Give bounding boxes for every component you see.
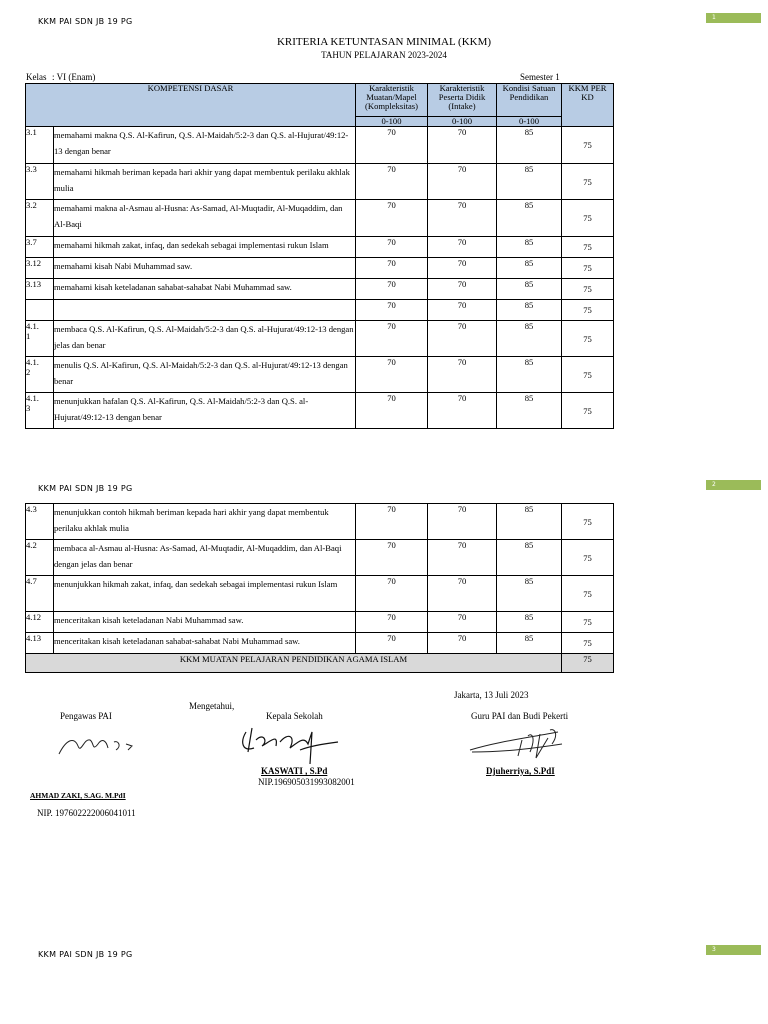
- table-row: [26, 164, 614, 200]
- intake-value: 70: [428, 393, 497, 429]
- table-row: [26, 279, 614, 300]
- kompleksitas-value: 70: [356, 576, 428, 612]
- kd-description: menunjukkan hafalan Q.S. Al-Kafirun, Q.S. Al-Maidah/5:2-3 dan Q.S. al-Hujurat/49:12-13 dengan benar: [54, 393, 356, 429]
- school-header: KKM PAI SDN JB 19 PG: [38, 17, 133, 26]
- kd-code: 4.3: [26, 504, 54, 540]
- kompleksitas-value: 70: [356, 321, 428, 357]
- table-row: [26, 300, 614, 321]
- kkm-mapel-value: 75: [562, 654, 614, 673]
- intake-value: 70: [428, 258, 497, 279]
- kkm-per-kd-value: 75: [562, 321, 614, 357]
- guru-title: Guru PAI dan Budi Pekerti: [471, 711, 569, 721]
- kondisi-value: 85: [497, 127, 562, 164]
- intake-value: 70: [428, 237, 497, 258]
- kkm-per-kd-value: 75: [562, 300, 614, 321]
- kompleksitas-value: 70: [356, 612, 428, 633]
- guru-name: Djuherriya, S.PdI: [486, 766, 555, 776]
- header-kondisi-satuan: Kondisi Satuan Pendidikan: [497, 84, 562, 117]
- intake-value: 70: [428, 540, 497, 576]
- kd-description: memahami kisah Nabi Muhammad saw.: [54, 258, 356, 279]
- table-row: [26, 576, 614, 612]
- table-row: [26, 321, 614, 357]
- table-row: [26, 612, 614, 633]
- kd-code: 3.13: [26, 279, 54, 300]
- kd-description: membaca al-Asmau al-Husna: As-Samad, Al-Muqtadir, Al-Muqaddim, dan Al-Baqi dengan jelas dan benar: [54, 540, 356, 576]
- kd-description: memahami hikmah beriman kepada hari akhir yang dapat membentuk perilaku akhlak mulia: [54, 164, 356, 200]
- kondisi-value: 85: [497, 540, 562, 576]
- kondisi-value: 85: [497, 164, 562, 200]
- kkm-per-kd-value: 75: [562, 612, 614, 633]
- kd-code: 4.1. 3: [26, 393, 54, 429]
- kepsek-title: Kepala Sekolah: [266, 711, 323, 721]
- table-row: [26, 200, 614, 237]
- kondisi-value: 85: [497, 258, 562, 279]
- header-kompleksitas: Karakteristik Muatan/Mapel (Kompleksitas): [356, 84, 428, 117]
- mengetahui-label: Mengetahui,: [189, 701, 235, 711]
- intake-value: 70: [428, 612, 497, 633]
- school-header: KKM PAI SDN JB 19 PG: [38, 950, 133, 959]
- kondisi-value: 85: [497, 633, 562, 654]
- kd-description: memahami makna Q.S. Al-Kafirun, Q.S. Al-Maidah/5:2-3 dan Q.S. al-Hujurat/49:12-13 dengan benar: [54, 127, 356, 164]
- school-header: KKM PAI SDN JB 19 PG: [38, 484, 133, 493]
- kd-code: 4.7: [26, 576, 54, 612]
- intake-value: 70: [428, 279, 497, 300]
- table-row: [26, 504, 614, 540]
- kompleksitas-value: 70: [356, 237, 428, 258]
- table-row: [26, 357, 614, 393]
- semester-label: Semester 1: [520, 72, 560, 82]
- kkm-table-1: [25, 83, 614, 429]
- kkm-per-kd-value: 75: [562, 200, 614, 237]
- kondisi-value: 85: [497, 237, 562, 258]
- kelas-value: : VI (Enam): [52, 72, 96, 82]
- intake-value: 70: [428, 300, 497, 321]
- school-year: TAHUN PELAJARAN 2023-2024: [321, 50, 447, 60]
- kompleksitas-value: 70: [356, 279, 428, 300]
- kkm-per-kd-value: 75: [562, 357, 614, 393]
- kd-description: menulis Q.S. Al-Kafirun, Q.S. Al-Maidah/5:2-3 dan Q.S. al-Hujurat/49:12-13 dengan benar: [54, 357, 356, 393]
- table-row: [26, 393, 614, 429]
- header-intake: Karakteristik Peserta Didik (Intake): [428, 84, 497, 117]
- kondisi-value: 85: [497, 200, 562, 237]
- kondisi-value: 85: [497, 393, 562, 429]
- pengawas-nip: NIP. 197602222006041011: [37, 808, 136, 818]
- document-title: KRITERIA KETUNTASAN MINIMAL (KKM): [276, 36, 492, 48]
- kondisi-value: 85: [497, 300, 562, 321]
- kkm-per-kd-value: 75: [562, 258, 614, 279]
- kd-code: 4.1. 2: [26, 357, 54, 393]
- kondisi-value: 85: [497, 321, 562, 357]
- kd-description: [54, 300, 356, 321]
- kd-code: 4.1. 1: [26, 321, 54, 357]
- intake-value: 70: [428, 164, 497, 200]
- kd-code: 4.13: [26, 633, 54, 654]
- kondisi-value: 85: [497, 612, 562, 633]
- intake-value: 70: [428, 357, 497, 393]
- kompleksitas-value: 70: [356, 393, 428, 429]
- kepsek-name: KASWATI , S.Pd: [261, 766, 328, 776]
- kd-code: 3.3: [26, 164, 54, 200]
- kd-description: memahami makna al-Asmau al-Husna: As-Samad, Al-Muqtadir, Al-Muqaddim, dan Al-Baqi: [54, 200, 356, 237]
- kkm-per-kd-value: 75: [562, 576, 614, 612]
- kd-code: 3.7: [26, 237, 54, 258]
- kompleksitas-value: 70: [356, 200, 428, 237]
- kd-description: membaca Q.S. Al-Kafirun, Q.S. Al-Maidah/5:2-3 dan Q.S. al-Hujurat/49:12-13 dengan jelas dan benar: [54, 321, 356, 357]
- page-number-tag: 1: [706, 13, 761, 23]
- table-row: [26, 633, 614, 654]
- kompleksitas-value: 70: [356, 127, 428, 164]
- kd-code: 4.12: [26, 612, 54, 633]
- kkm-per-kd-value: 75: [562, 504, 614, 540]
- intake-value: 70: [428, 633, 497, 654]
- kd-code: [26, 300, 54, 321]
- kondisi-value: 85: [497, 576, 562, 612]
- kkm-per-kd-value: 75: [562, 237, 614, 258]
- kd-description: menunjukkan hikmah zakat, infaq, dan sedekah sebagai implementasi rukun Islam: [54, 576, 356, 612]
- kd-description: menceritakan kisah keteladanan Nabi Muhammad saw.: [54, 612, 356, 633]
- table-row: [26, 540, 614, 576]
- kompleksitas-value: 70: [356, 633, 428, 654]
- pengawas-title: Pengawas PAI: [60, 711, 112, 721]
- intake-value: 70: [428, 576, 497, 612]
- kompleksitas-value: 70: [356, 164, 428, 200]
- intake-value: 70: [428, 504, 497, 540]
- kd-description: menceritakan kisah keteladanan sahabat-sahabat Nabi Muhammad saw.: [54, 633, 356, 654]
- intake-value: 70: [428, 127, 497, 164]
- kkm-per-kd-value: 75: [562, 633, 614, 654]
- kondisi-value: 85: [497, 357, 562, 393]
- page-number-tag: 3: [706, 945, 761, 955]
- pengawas-name: AHMAD ZAKI, S.AG. M.PdI: [30, 791, 126, 800]
- place-date: Jakarta, 13 Juli 2023: [454, 690, 529, 700]
- kd-description: memahami hikmah zakat, infaq, dan sedekah sebagai implementasi rukun Islam: [54, 237, 356, 258]
- kompleksitas-value: 70: [356, 258, 428, 279]
- header-kompetensi-dasar: KOMPETENSI DASAR: [26, 84, 356, 127]
- kd-code: 4.2: [26, 540, 54, 576]
- kd-code: 3.1: [26, 127, 54, 164]
- kompleksitas-value: 70: [356, 300, 428, 321]
- table-row: [26, 258, 614, 279]
- kondisi-value: 85: [497, 279, 562, 300]
- header-range: 0-100: [428, 117, 497, 127]
- kkm-per-kd-value: 75: [562, 127, 614, 164]
- header-range: 0-100: [356, 117, 428, 127]
- kompleksitas-value: 70: [356, 504, 428, 540]
- kepsek-signature: [238, 722, 344, 766]
- intake-value: 70: [428, 321, 497, 357]
- kompleksitas-value: 70: [356, 540, 428, 576]
- page-number-tag: 2: [706, 480, 761, 490]
- kd-description: menunjukkan contoh hikmah beriman kepada hari akhir yang dapat membentuk perilaku akhlak mulia: [54, 504, 356, 540]
- pengawas-signature: [56, 728, 138, 760]
- kelas-label: Kelas: [26, 72, 47, 82]
- table-row: [26, 127, 614, 164]
- kondisi-value: 85: [497, 504, 562, 540]
- kepsek-nip: NIP.196905031993082001: [258, 777, 355, 787]
- kkm-per-kd-value: 75: [562, 393, 614, 429]
- intake-value: 70: [428, 200, 497, 237]
- kompleksitas-value: 70: [356, 357, 428, 393]
- header-kkm-per-kd: KKM PER KD: [562, 84, 614, 127]
- guru-signature: [466, 722, 568, 766]
- header-range: 0-100: [497, 117, 562, 127]
- kkm-per-kd-value: 75: [562, 540, 614, 576]
- kkm-per-kd-value: 75: [562, 279, 614, 300]
- kd-description: memahami kisah keteladanan sahabat-sahabat Nabi Muhammad saw.: [54, 279, 356, 300]
- kd-code: 3.2: [26, 200, 54, 237]
- kd-code: 3.12: [26, 258, 54, 279]
- table-row: [26, 237, 614, 258]
- kkm-per-kd-value: 75: [562, 164, 614, 200]
- kkm-mapel-label: KKM MUATAN PELAJARAN PENDIDIKAN AGAMA ISLAM: [26, 654, 562, 673]
- kkm-table-2: [25, 503, 614, 673]
